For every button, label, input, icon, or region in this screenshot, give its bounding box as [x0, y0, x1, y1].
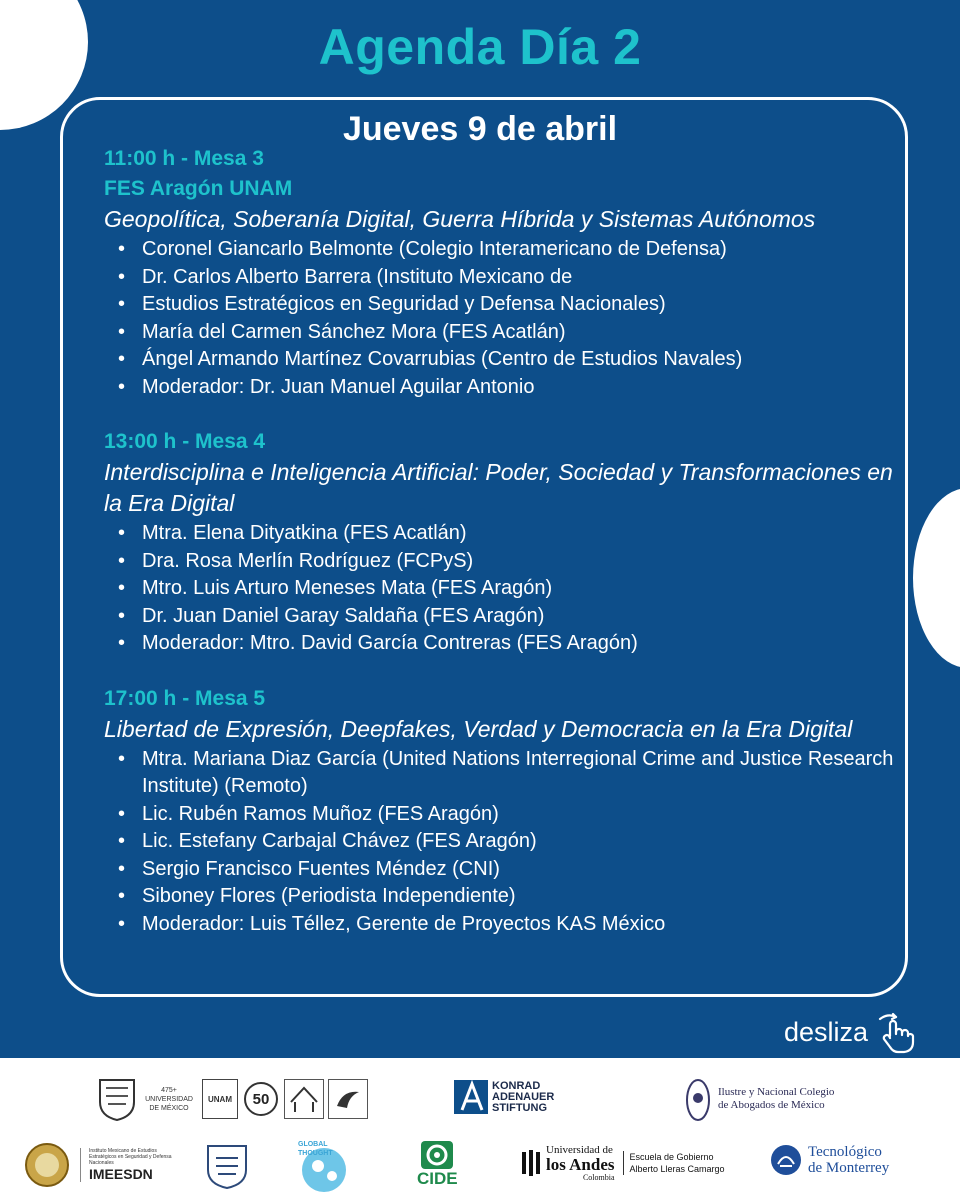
gobierno-line-2: Alberto Lleras Camargo — [629, 1164, 725, 1174]
page-title: Agenda Día 2 — [318, 19, 642, 75]
list-item: • Dr. Juan Daniel Garay Saldaña (FES Aragón) — [118, 603, 894, 631]
speaker-list — [118, 520, 894, 658]
speaker-list — [118, 746, 894, 939]
unam-anniversary-text: 475+ UNIVERSIDAD DE MÉXICO — [145, 1086, 193, 1112]
list-item: • María del Carmen Sánchez Mora (FES Acatlán) — [118, 319, 894, 347]
andes-line-2: los Andes — [546, 1155, 615, 1174]
session-mesa-5 — [104, 684, 894, 939]
unam-shield-icon — [204, 1142, 250, 1190]
kas-mark-icon — [454, 1080, 488, 1114]
uniandes-logo — [520, 1144, 725, 1182]
andes-line-3: Colombia — [582, 1173, 615, 1182]
uniandes-mark-icon — [520, 1148, 542, 1178]
swipe-label: desliza — [784, 1016, 869, 1047]
imeesdn-name: IMEESDN — [89, 1166, 153, 1182]
cide-text: CIDE — [417, 1169, 458, 1188]
session-mesa-3 — [104, 144, 894, 401]
session-topic: Interdisciplina e Inteligencia Artificial: Poder, Sociedad y Transformaciones en la Era Digital — [104, 459, 893, 516]
decorative-circle-right — [913, 488, 960, 668]
session-time: 11:00 h - Mesa 3 — [104, 147, 264, 170]
tec-line-1: Tecnológico — [808, 1144, 882, 1160]
kas-line-2: ADENAUER — [492, 1090, 555, 1103]
list-item: • Mtra. Mariana Diaz García (United Nations Interregional Crime and Justice Research Institute) (Remoto) — [118, 746, 894, 801]
list-item: • Moderador: Mtro. David García Contreras (FES Aragón) — [118, 630, 894, 658]
ciencias-sociales-logo — [284, 1079, 324, 1119]
list-item: • Mtro. Luis Arturo Meneses Mata (FES Aragón) — [118, 575, 894, 603]
list-item: • Moderador: Dr. Juan Manuel Aguilar Antonio — [118, 374, 894, 402]
hand-swipe-icon — [874, 1010, 918, 1054]
kas-line-1: KONRAD — [492, 1079, 541, 1092]
global-thought-logo — [292, 1136, 356, 1196]
colegio-abogados-logo — [684, 1074, 834, 1124]
tec-line-2: de Monterrey — [808, 1160, 890, 1176]
colegio-line-2: de Abogados de México — [718, 1099, 825, 1111]
list-item: • Lic. Estefany Carbajal Chávez (FES Aragón) — [118, 828, 894, 856]
session-time: 17:00 h - Mesa 5 — [104, 686, 266, 710]
unam-shield-logo — [204, 1142, 250, 1190]
list-item: • Estudios Estratégicos en Seguridad y Defensa Nacionales) — [118, 291, 894, 319]
list-item: • Siboney Flores (Periodista Independiente) — [118, 883, 894, 911]
unam-aragon-text: UNAM — [208, 1094, 232, 1104]
list-item: • Sergio Francisco Fuentes Méndez (CNI) — [118, 856, 894, 884]
unam-aragon-badge — [202, 1079, 238, 1119]
day-heading: Jueves 9 de abril — [342, 110, 618, 148]
kas-logo — [454, 1080, 554, 1114]
list-item: • Coronel Giancarlo Belmonte (Colegio Interamericano de Defensa) — [118, 236, 894, 264]
list-item: • Lic. Rubén Ramos Muñoz (FES Aragón) — [118, 801, 894, 829]
cide-mark-icon — [420, 1140, 454, 1170]
fifty-years-badge: 50 — [244, 1082, 278, 1116]
list-item: • Moderador: Luis Téllez, Gerente de Proyectos KAS México — [118, 911, 894, 939]
session-time: 13:00 h - Mesa 4 — [104, 430, 266, 453]
agenda-content — [104, 144, 894, 964]
list-item: • Dra. Rosa Merlín Rodríguez (FCPyS) — [118, 548, 894, 576]
colegio-line-1: Ilustre y Nacional Colegio — [718, 1086, 835, 1098]
imeesdn-seal-icon — [24, 1142, 70, 1188]
session-venue: FES Aragón UNAM — [104, 177, 293, 200]
unam-logo — [96, 1076, 368, 1122]
sponsor-logos-footer — [0, 1058, 960, 1200]
session-topic: Geopolítica, Soberanía Digital, Guerra Híbrida y Sistemas Autónomos — [104, 206, 816, 232]
swipe-prompt[interactable] — [784, 1010, 918, 1054]
unam-crest-icon — [96, 1076, 138, 1122]
list-item: • Ángel Armando Martínez Covarrubias (Centro de Estudios Navales) — [118, 346, 894, 374]
list-item: • Dr. Carlos Alberto Barrera (Instituto Mexicano de — [118, 264, 894, 292]
relaciones-internacionales-logo — [328, 1079, 368, 1119]
cide-logo — [417, 1140, 458, 1188]
global-thought-text: GLOBAL THOUGHT — [298, 1141, 333, 1157]
gobierno-line-1: Escuela de Gobierno — [629, 1152, 714, 1162]
imeesdn-subtitle: Instituto Mexicano de Estudios Estratégicos en Seguridad y Defensa Nacionales — [89, 1148, 172, 1166]
andes-line-1: Universidad de — [546, 1144, 613, 1156]
tec-monterrey-logo — [770, 1144, 889, 1176]
session-mesa-4 — [104, 427, 894, 658]
colegio-crest-icon — [684, 1074, 712, 1124]
imeesdn-logo — [24, 1142, 172, 1188]
kas-line-3: STIFTUNG — [492, 1101, 547, 1114]
speaker-list — [118, 236, 894, 401]
tec-mark-icon — [770, 1144, 802, 1176]
session-topic: Libertad de Expresión, Deepfakes, Verdad y Democracia en la Era Digital — [104, 715, 853, 742]
list-item: • Mtra. Elena Dityatkina (FES Acatlán) — [118, 520, 894, 548]
